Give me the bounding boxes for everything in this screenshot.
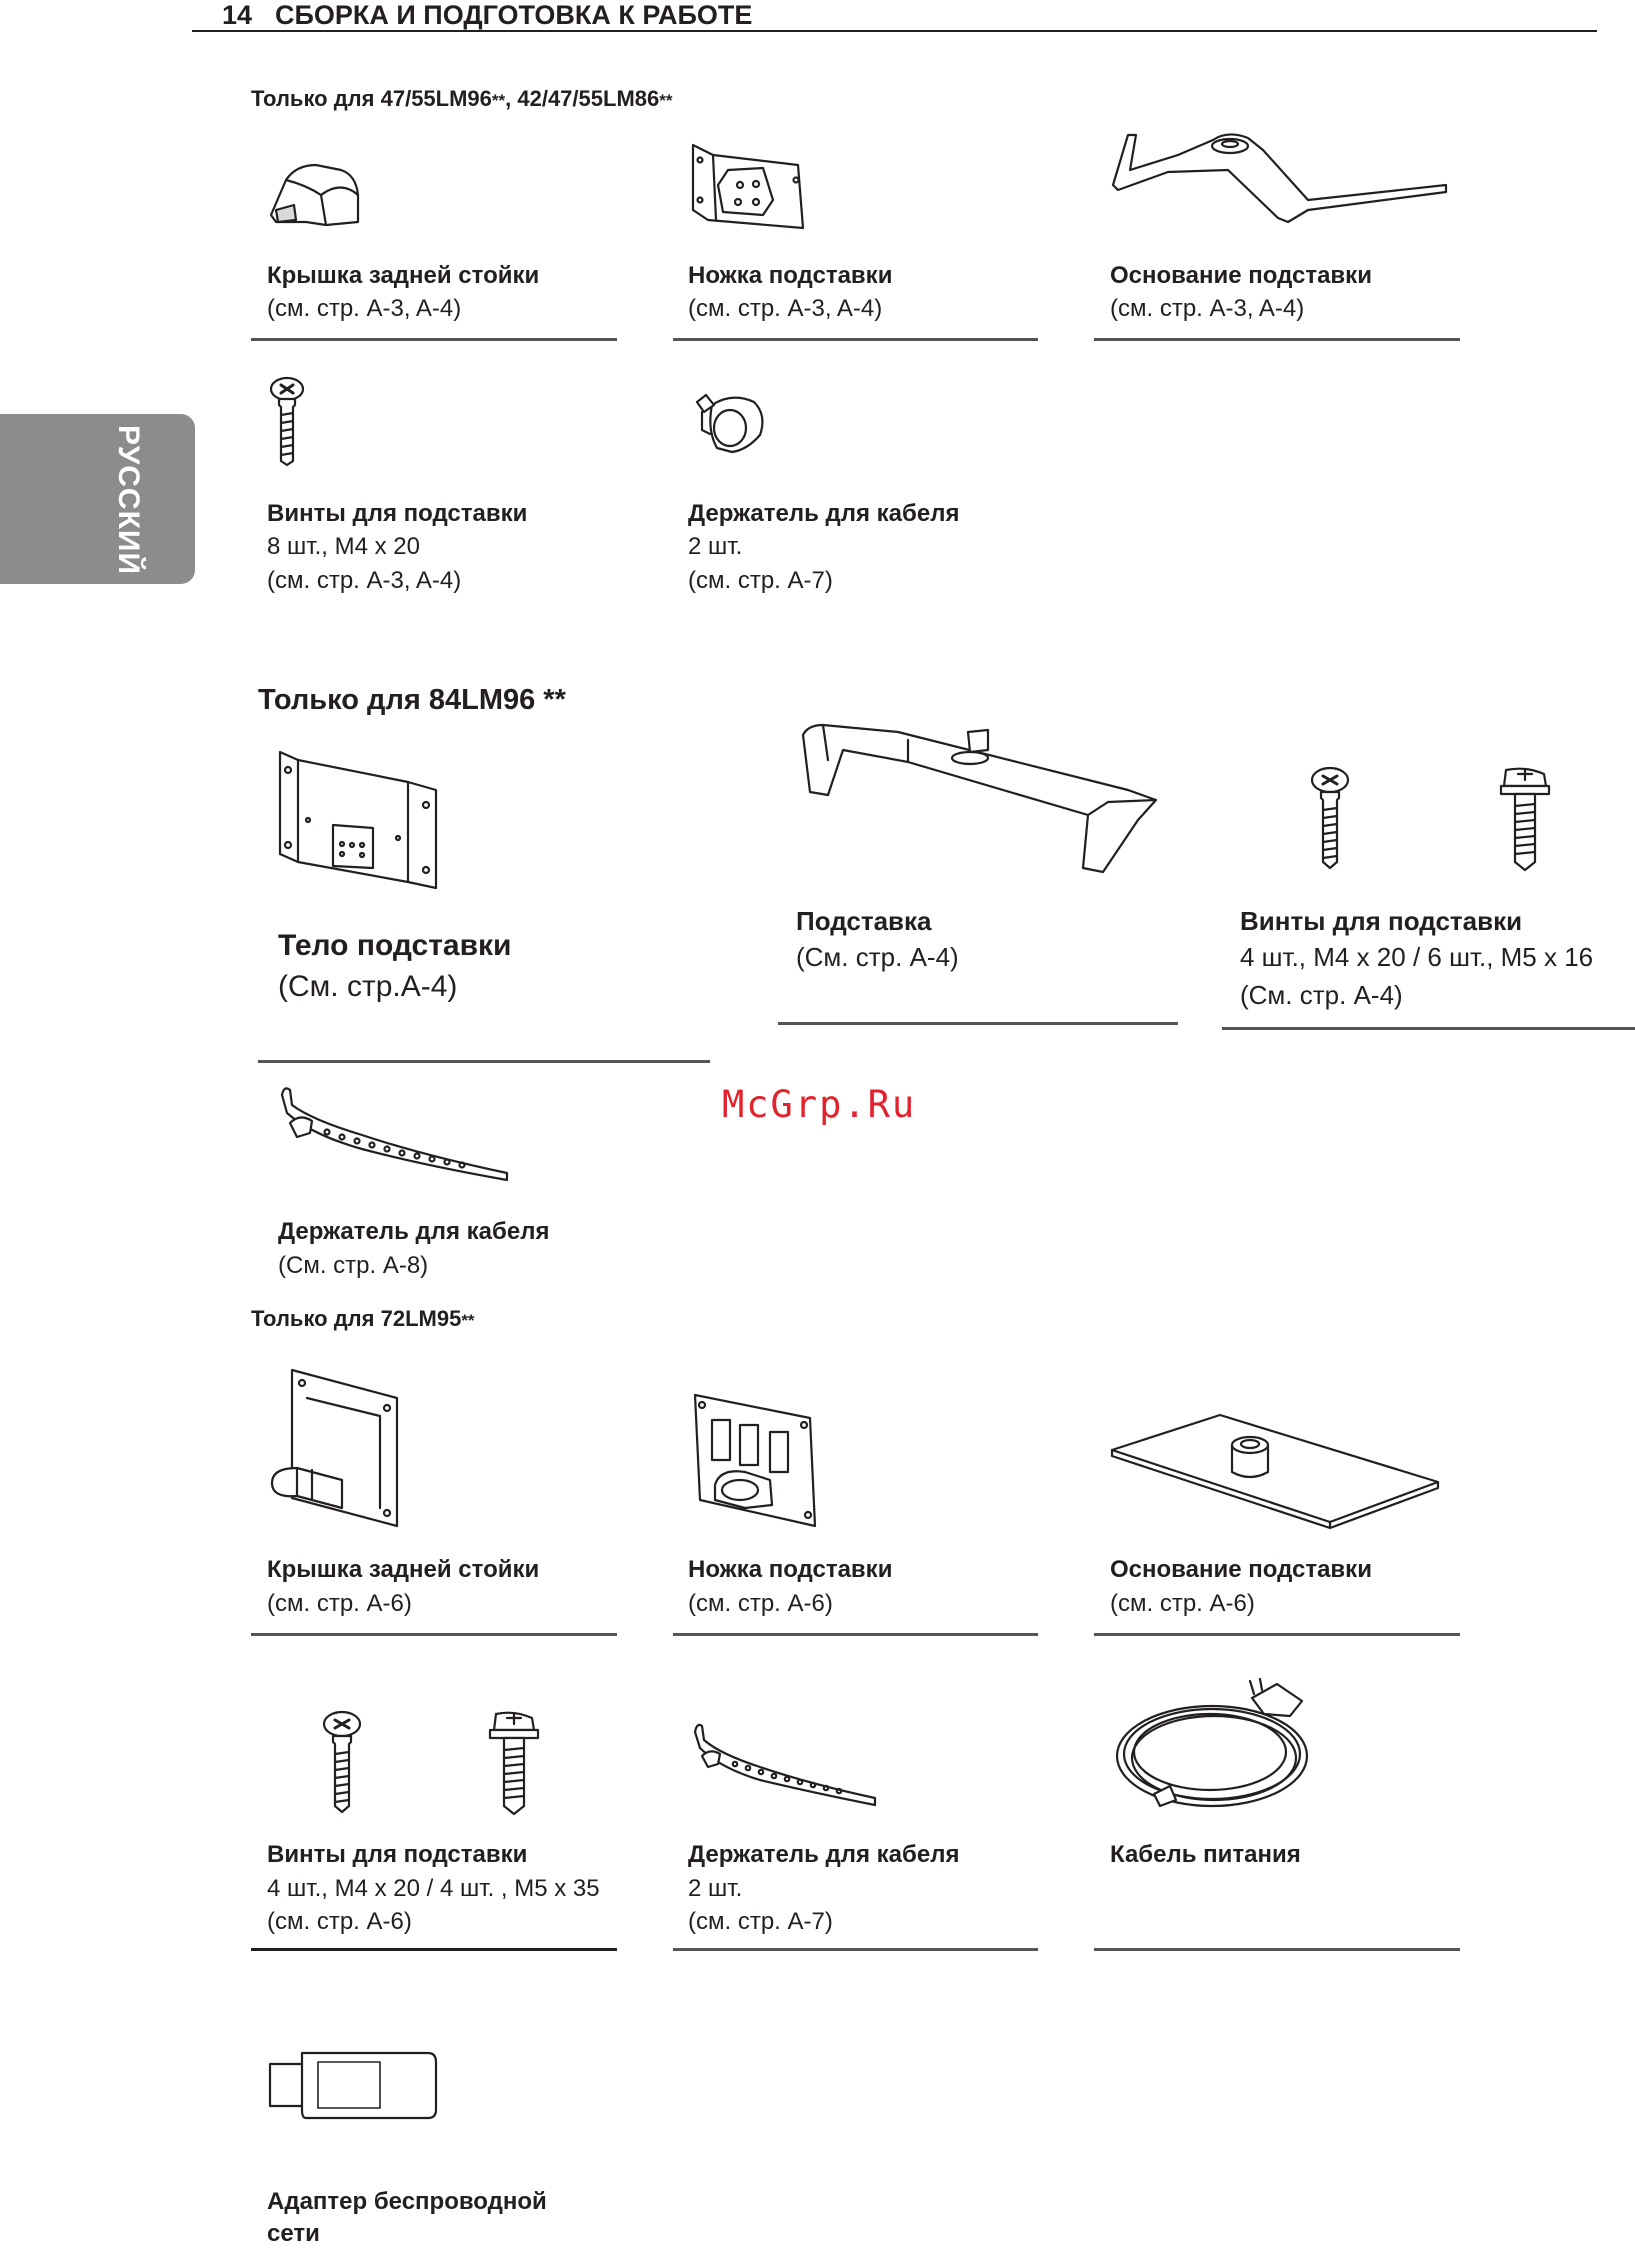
item-name: Крышка задней стойки bbox=[267, 1556, 540, 1583]
item-ref: (см. стр. A-6) bbox=[267, 1908, 412, 1935]
item-divider bbox=[251, 1633, 617, 1636]
item-divider bbox=[1094, 1633, 1460, 1636]
stand-body-icon bbox=[690, 1390, 820, 1530]
item-name: Тело подставки bbox=[278, 929, 512, 962]
page-number: 14 bbox=[222, 0, 253, 30]
item-divider bbox=[673, 1948, 1038, 1951]
item-divider bbox=[258, 1060, 710, 1063]
item-divider bbox=[1094, 1948, 1460, 1951]
screws-icon bbox=[1308, 766, 1568, 870]
item-ref: (см. стр. A-3, A-4) bbox=[688, 295, 883, 322]
stand-icon bbox=[798, 720, 1158, 880]
section-title-84lm96: Только для 84LM96 ** bbox=[258, 684, 566, 716]
item-ref: (См. стр. A-8) bbox=[278, 1252, 429, 1279]
item-qty: 4 шт., M4 x 20 / 6 шт., M5 x 16 bbox=[1240, 942, 1594, 972]
item-name: Ножка подставки bbox=[688, 262, 893, 289]
item-ref: (см. стр. A-3, A-4) bbox=[267, 295, 462, 322]
item-ref: (см. стр. A-7) bbox=[688, 1908, 833, 1935]
item-name: Адаптер беспроводной bbox=[267, 2188, 547, 2215]
screws-icon bbox=[320, 1710, 540, 1814]
item-ref: (см. стр. A-7) bbox=[688, 567, 833, 594]
item-ref: (см. стр. A-3, A-4) bbox=[1110, 295, 1305, 322]
item-ref: (См. стр. A-4) bbox=[1240, 980, 1403, 1010]
section-title-47-55lm96 bbox=[251, 86, 672, 112]
item-name: Винты для подставки bbox=[267, 500, 528, 527]
item-name-line2: сети bbox=[267, 2220, 320, 2247]
stand-body-icon bbox=[278, 750, 438, 890]
item-name: Винты для подставки bbox=[1240, 906, 1523, 936]
stand-base-icon bbox=[1110, 1410, 1440, 1525]
item-qty: 2 шт. bbox=[688, 533, 743, 560]
item-name: Винты для подставки bbox=[267, 1841, 528, 1868]
back-cover-icon bbox=[266, 160, 366, 230]
language-tab-label: РУССКИЙ bbox=[112, 424, 145, 576]
item-ref: (см. стр. A-3, A-4) bbox=[267, 567, 462, 594]
cable-holder-icon bbox=[692, 390, 767, 465]
screw-icon bbox=[265, 377, 310, 467]
section-title-part: Только для 72LM95 bbox=[251, 1306, 462, 1331]
watermark: McGrp.Ru bbox=[722, 1083, 917, 1126]
item-name: Держатель для кабеля bbox=[278, 1218, 550, 1245]
stand-base-icon bbox=[1108, 130, 1448, 230]
stars-mark: ** bbox=[491, 91, 506, 110]
item-ref: (см. стр. A-6) bbox=[267, 1590, 412, 1617]
item-qty: 2 шт. bbox=[688, 1875, 743, 1902]
cable-tie-icon bbox=[690, 1722, 880, 1812]
section-title-part: Только для 47/55LM96 bbox=[251, 86, 492, 111]
item-divider bbox=[673, 338, 1038, 341]
item-divider bbox=[673, 1633, 1038, 1636]
item-name: Кабель питания bbox=[1110, 1841, 1301, 1868]
item-ref: (см. стр. A-6) bbox=[1110, 1590, 1255, 1617]
cable-tie-icon bbox=[272, 1085, 512, 1185]
item-divider bbox=[1222, 1027, 1635, 1030]
stars-mark: ** bbox=[659, 91, 673, 110]
section-title-part: , 42/47/55LM86 bbox=[505, 86, 660, 111]
back-cover-icon bbox=[262, 1368, 402, 1528]
item-qty: 4 шт., M4 x 20 / 4 шт. , M5 x 35 bbox=[267, 1875, 600, 1902]
item-divider bbox=[1094, 338, 1460, 341]
item-name: Основание подставки bbox=[1110, 1556, 1372, 1583]
section-title-72lm95 bbox=[251, 1306, 475, 1332]
wireless-adapter-icon bbox=[268, 2048, 438, 2120]
page-title: СБОРКА И ПОДГОТОВКА К РАБОТЕ bbox=[275, 0, 753, 30]
item-ref: (см. стр. A-6) bbox=[688, 1590, 833, 1617]
item-name: Основание подставки bbox=[1110, 262, 1372, 289]
language-tab bbox=[0, 414, 195, 584]
power-cable-icon bbox=[1112, 1676, 1322, 1816]
item-divider bbox=[251, 338, 617, 341]
item-divider bbox=[778, 1022, 1178, 1025]
stand-body-icon bbox=[688, 140, 808, 230]
item-name: Крышка задней стойки bbox=[267, 262, 540, 289]
item-ref: (См. стр. A-4) bbox=[796, 942, 959, 972]
item-name: Держатель для кабеля bbox=[688, 1841, 960, 1868]
item-name: Держатель для кабеля bbox=[688, 500, 960, 527]
item-name: Подставка bbox=[796, 906, 932, 936]
stars-mark: ** bbox=[461, 1311, 475, 1330]
item-divider bbox=[251, 1948, 617, 1951]
item-ref: (См. стр.A-4) bbox=[278, 970, 458, 1003]
item-name: Ножка подставки bbox=[688, 1556, 893, 1583]
item-qty: 8 шт., M4 x 20 bbox=[267, 533, 420, 560]
